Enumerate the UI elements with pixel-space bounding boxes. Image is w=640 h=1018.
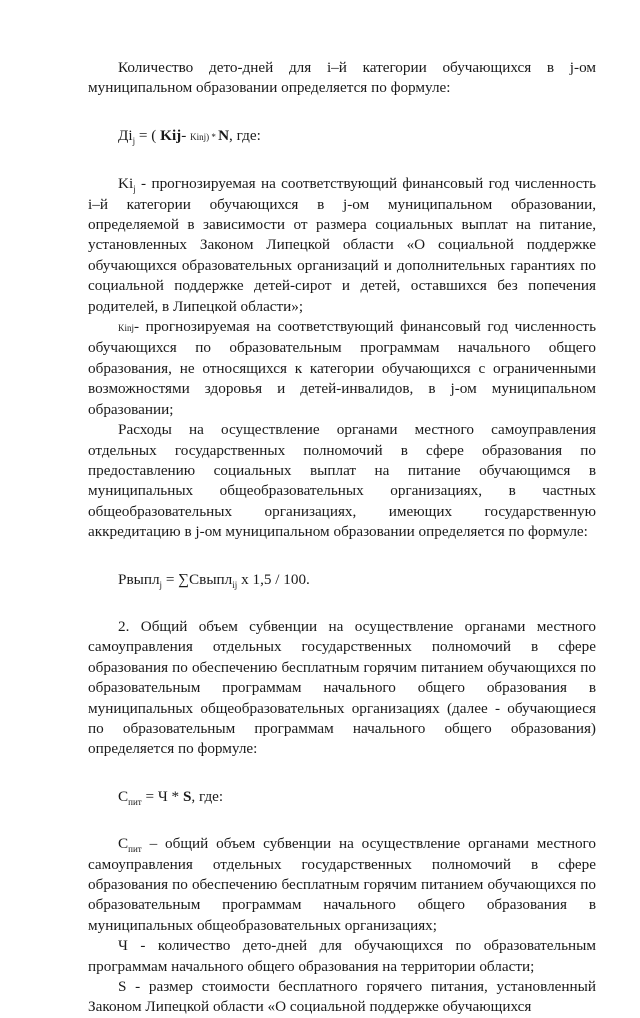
formula-days <box>88 126 596 147</box>
formula-subvention-s: S <box>182 787 192 805</box>
formula-days-tail: , где: <box>229 126 261 144</box>
formula-subvention-lhs: С <box>118 787 129 805</box>
paragraph-section-2: 2. Общий объем субвенции на осуществление органами местного самоуправления отдельных государственных полномочий в сфере образования по обеспечению бесплатным горячим питанием обучающихся по образовательным программам начального общего образования в муниципальных общеобразовательных организациях (далее - обучающиеся по образовательным программам начального общего образования) определяется по формуле: <box>88 617 596 758</box>
paragraph-expenses: Расходы на осуществление органами местного самоуправления отдельных государственных полномочий в сфере образования по предоставлению социальных выплат на питание обучающимся в муниципальных общеобразовательных организациях, в частных общеобразовательных организациях, имеющих государственную аккредитацию в j-ом муниципальном образовании определяется по формуле: <box>88 421 596 541</box>
formula-days-kinj: Kinj) <box>190 131 210 142</box>
formula-days-n: N <box>218 126 230 144</box>
formula-days-minus: - <box>181 126 191 144</box>
definition-spit <box>88 834 596 936</box>
definition-kij-text: - прогнозируемая на соответствующий финансовый год численность i–й категории обучающихся в j-ом муниципальном образовании, определяемой в зависимости от размера социальных выплат на питание, установленных Законом Липецкой области «О социальной поддержке обучающихся образовательных организаций и дополнительных гарантиях по социальной поддержке детей-сирот и детей, оставшихся без попечения родителей, в Липецкой области»; <box>88 175 596 315</box>
formula-payments-rhs: Свыпл <box>189 570 233 588</box>
definition-s: S - размер стоимости бесплатного горячего питания, установленный Законом Липецкой области «О социальной поддержке обучающихся <box>88 978 596 1016</box>
formula-days-kij: Kij <box>160 126 182 144</box>
formula-days-star: * <box>209 131 219 142</box>
formula-subvention-tail: , где: <box>191 787 224 805</box>
definition-spit-term: С <box>118 835 129 853</box>
definition-kij-term-sub: j <box>133 184 136 195</box>
document-page <box>88 58 596 1018</box>
paragraph-days-count: Количество дето-дней для i–й категории обучающихся в j-ом муниципальном образовании определяется по формуле: <box>88 59 596 97</box>
formula-payments <box>88 570 596 590</box>
formula-subvention-eq: = Ч * <box>141 787 183 805</box>
formula-subvention <box>88 787 596 807</box>
formula-payments-lhs: Рвыпл <box>118 570 160 588</box>
formula-payments-rhs-sub: ij <box>232 579 238 590</box>
definition-kij-term: Ki <box>118 175 134 193</box>
formula-payments-tail: х 1,5 / 100. <box>237 570 310 588</box>
formula-payments-sum: ∑ <box>178 570 190 588</box>
definition-spit-text: – общий объем субвенции на осуществление органами местного самоуправления отдельных государственных полномочий в сфере образования по обеспечению бесплатным горячим питанием обучающихся по образовательным программам начального общего образования в муниципальных общеобразовательных организациях; <box>88 835 596 934</box>
definition-spit-term-sub: пит <box>128 844 142 855</box>
definition-kij <box>88 174 596 317</box>
definition-ch: Ч - количество дето-дней для обучающихся по образовательным программам начального общего образования на территории области; <box>88 937 596 975</box>
formula-days-lhs: Дi <box>118 126 133 144</box>
formula-payments-lhs-sub: j <box>159 579 163 590</box>
formula-payments-eq: = <box>162 570 179 588</box>
formula-days-lhs-sub: j <box>132 135 136 146</box>
formula-subvention-lhs-sub: пит <box>128 796 142 807</box>
definition-kinj-text: - прогнозируемая на соответствующий финансовый год численность обучающихся по образовательным программам начального общего образования, не относящихся к категории обучающихся с ограниченными возможностями здоровья и детей-инвалидов, в j-ом муниципальном образовании; <box>88 318 596 418</box>
formula-days-open: = ( <box>135 126 161 144</box>
definition-kinj-term: Kinj <box>118 323 135 334</box>
definition-kinj <box>88 317 596 420</box>
